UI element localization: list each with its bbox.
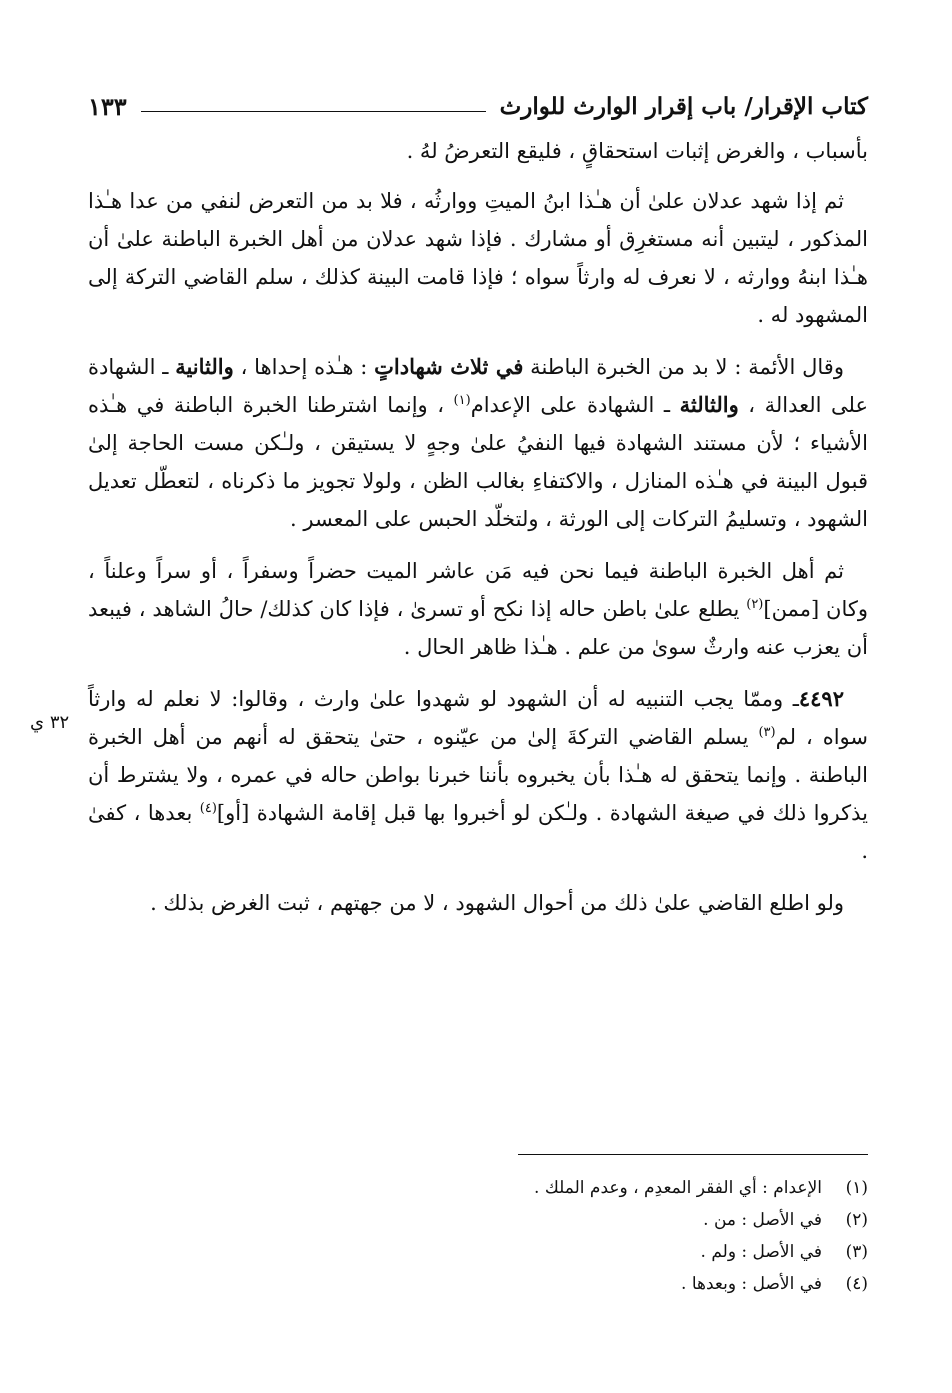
paragraph-5 <box>88 680 868 870</box>
footnote-1-number: (١) <box>845 1178 868 1198</box>
paragraph-5-text-a: ـ وممّا يجب التنبيه له أن الشهود لو شهدوا علىٰ وارث ، وقالوا: لا نعلم له وارثاً سواه ، لم <box>88 687 868 749</box>
paragraph-6 <box>88 884 868 922</box>
footnotes <box>300 1172 868 1300</box>
footnote-2-text: في الأصل : من . <box>703 1210 822 1230</box>
paragraph-3-text-c: : هـٰذه إحداها ، <box>233 355 375 379</box>
footnote-1 <box>300 1172 868 1204</box>
footnote-2-number: (٢) <box>845 1210 868 1230</box>
running-title: كتاب الإقرار/ باب إقرار الوارث للوارث <box>499 92 868 120</box>
paragraph-3 <box>88 348 868 538</box>
paragraph-2 <box>88 182 868 334</box>
footnote-ref-1[interactable]: (١) <box>453 393 471 408</box>
footnote-3-number: (٣) <box>845 1242 868 1262</box>
main-text <box>88 132 868 936</box>
page-header <box>88 84 868 128</box>
footnote-ref-2[interactable]: (٢) <box>746 597 764 612</box>
paragraph-4-text-a: ثم أهل الخبرة الباطنة فيما نحن فيه مَن عاشر الميت حضراً وسفراً ، أو سراً وعلناً ، وكان [ممن] <box>88 559 868 621</box>
paragraph-4-text-b: يطلع علىٰ باطن حاله إذا نكح أو تسرىٰ ، فإذا كان كذلك/ حالُ الشاهد ، فيبعد أن يعزب عنه وارثٌ سوىٰ من علم . هـٰذا ظاهر الحال . <box>88 597 868 659</box>
paragraph-6-text: ولو اطلع القاضي علىٰ ذلك من أحوال الشهود ، لا من جهتهم ، ثبت الغرض بذلك . <box>150 891 844 915</box>
paragraph-3-bold-third: والثالثة <box>679 392 739 417</box>
paragraph-3-bold-three-testimonies: في ثلاث شهاداتٍ <box>374 354 524 379</box>
footnote-ref-4[interactable]: (٤) <box>199 801 217 816</box>
manuscript-folio-note: ٣٢ ي <box>30 712 70 733</box>
footnote-2 <box>300 1204 868 1236</box>
paragraph-3-text-e: ـ الشهادة على العدالة ، <box>88 355 868 417</box>
paragraph-3-bold-second: والثانية <box>175 354 234 379</box>
paragraph-5-text-b: يسلم القاضي التركةَ إلىٰ من عيّنوه ، حتىٰ يتحقق له أنهم من أهل الخبرة الباطنة . وإنما يتحقق له هـٰذا بأن يخبروه بأننا خبرنا بواطن حاله في عمره ، ولا يشترط أن يذكروا ذلك في صيغة الشهادة . ولـٰكن لو أخبروا بها قبل إقامة الشهادة [أو] <box>88 725 868 825</box>
paragraph-4 <box>88 552 868 666</box>
paragraph-1-text: بأسباب ، والغرض إثبات استحقاقٍ ، فليقع التعرضُ لهُ . <box>406 139 868 163</box>
issue-number: ٤٤٩٢ <box>798 686 844 711</box>
footnote-ref-3[interactable]: (٣) <box>758 725 776 740</box>
paragraph-1 <box>88 132 868 170</box>
paragraph-2-text: ثم إذا شهد عدلان علىٰ أن هـٰذا ابنُ الميتِ ووارثُه ، فلا بد من التعرض لنفي من عدا هـٰذا المذكور ، ليتبين أنه مستغرِق أو مشارك . فإذا شهد عدلان من أهل الخبرة الباطنة علىٰ أن هـٰذا ابنهُ ووارثه ، لا نعرف له وارثاً سواه ؛ فإذا قامت البينة كذلك ، سلم القاضي التركة إلى المشهود له . <box>88 189 868 327</box>
paragraph-3-text-a: وقال الأئمة : لا بد من الخبرة الباطنة <box>523 355 844 379</box>
paragraph-5-text-c: بعدها ، كفىٰ . <box>88 801 868 863</box>
footnote-4 <box>300 1268 868 1300</box>
paragraph-3-text-h: ، وإنما اشترطنا الخبرة الباطنة في هـٰذه الأشياء ؛ لأن مستند الشهادة فيها النفيُ علىٰ وجهٍ لا يستيقن ، ولـٰكن مست الحاجة إلىٰ قبول البينة في هـٰذه المنازل ، والاكتفاءِ بغالب الظن ، ولولا تجويز ما ذكرناه ، لتعطّل تعديل الشهود ، وتسليمُ التركات إلى الورثة ، ولتخلّد الحبس على المعسر . <box>88 393 868 531</box>
footnote-separator <box>518 1154 868 1155</box>
paragraph-3-text-g: ـ الشهادة على الإعدام <box>470 393 680 417</box>
footnote-3 <box>300 1236 868 1268</box>
page-number: ١٣٣ <box>88 91 127 121</box>
footnote-4-number: (٤) <box>845 1274 868 1294</box>
footnote-3-text: في الأصل : ولم . <box>700 1242 822 1262</box>
footnote-1-text: الإعدام : أي الفقر المعدِم ، وعدم الملك . <box>534 1178 822 1198</box>
footnote-4-text: في الأصل : وبعدها . <box>681 1274 822 1294</box>
header-rule <box>141 111 486 112</box>
